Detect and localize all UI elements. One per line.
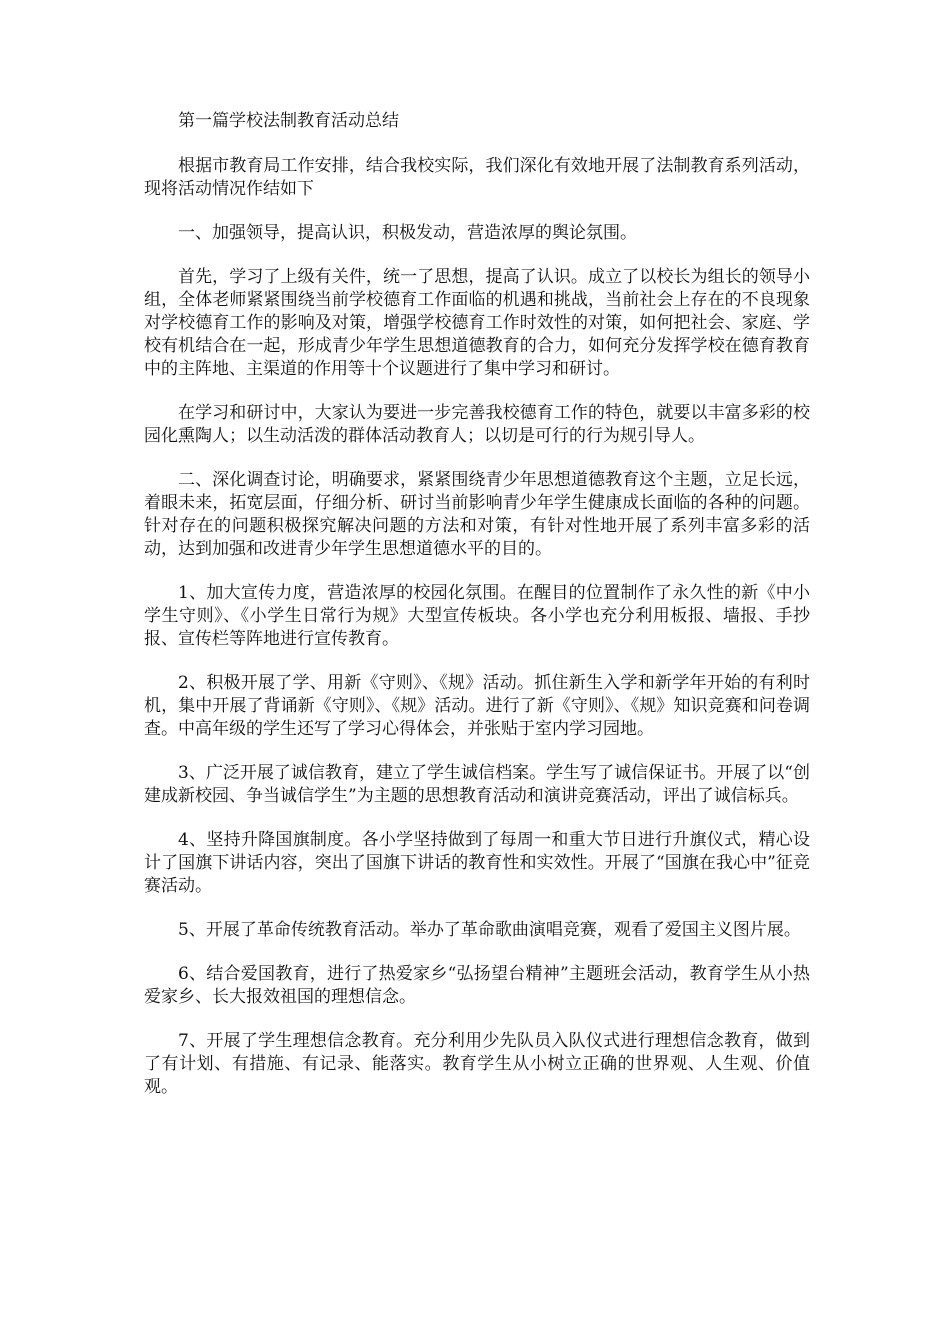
paragraph-section-1-heading: 一、加强领导，提高认识，积极发动，营造浓厚的舆论氛围。 bbox=[178, 223, 637, 243]
paragraph-item-2: 2、积极开展了学、用新《守则》、《规》活动。抓住新生入学和新学年开始的有利时机，集中开展了背诵新《守则》、《规》活动。进行了新《守则》、《规》知识竞赛和问卷调查。中高年级的学生还写了学习心得体会，并张贴于室内学习园地。 bbox=[144, 673, 810, 739]
paragraph-item-6: 6、结合爱国教育，进行了热爱家乡“弘扬望台精神”主题班会活动，教育学生从小热爱家乡、长大报效祖国的理想信念。 bbox=[144, 964, 810, 1007]
paragraph-item-1: 1、加大宣传力度，营造浓厚的校园化氛围。在醒目的位置制作了永久性的新《中小学生守则》、《小学生日常行为规》大型宣传板块。各小学也充分利用板报、墙报、手抄报、宣传栏等阵地进行宣传教育。 bbox=[144, 583, 810, 649]
paragraph-item-3: 3、广泛开展了诚信教育，建立了学生诚信档案。学生写了诚信保证书。开展了以“创建成新校园、争当诚信学生”为主题的思想教育活动和演讲竞赛活动，评出了诚信标兵。 bbox=[144, 763, 810, 806]
paragraph-item-4: 4、坚持升降国旗制度。各小学坚持做到了每周一和重大节日进行升旗仪式，精心设计了国旗下讲话内容，突出了国旗下讲话的教育性和实效性。开展了“国旗在我心中”征竞赛活动。 bbox=[144, 830, 810, 896]
paragraph-first-study: 首先，学习了上级有关件，统一了思想，提高了认识。成立了以校长为组长的领导小组，全体老师紧紧围绕当前学校德育工作面临的机遇和挑战，当前社会上存在的不良现象对学校德育工作的影响及对策，增强学校德育工作时效性的对策，如何把社会、家庭、学校有机结合在一起，形成青少年学生思想道德教育的合力，如何充分发挥学校在德育教育中的主阵地、主渠道的作用等十个议题进行了集中学习和研讨。 bbox=[144, 267, 810, 379]
document-body bbox=[144, 110, 810, 1120]
paragraph-intro: 根据市教育局工作安排，结合我校实际，我们深化有效地开展了法制教育系列活动，现将活动情况作结如下 bbox=[144, 156, 810, 199]
document-title: 第一篇学校法制教育活动总结 bbox=[178, 111, 399, 131]
paragraph-item-7: 7、开展了学生理想信念教育。充分利用少先队员入队仪式进行理想信念教育，做到了有计划、有措施、有记录、能落实。教育学生从小树立正确的世界观、人生观、价值观。 bbox=[144, 1031, 810, 1097]
paragraph-study-discussion: 在学习和研讨中，大家认为要进一步完善我校德育工作的特色，就要以丰富多彩的校园化熏陶人；以生动活泼的群体活动教育人；以切是可行的行为规引导人。 bbox=[144, 403, 810, 446]
paragraph-section-2-heading: 二、深化调查讨论，明确要求，紧紧围绕青少年思想道德教育这个主题，立足长远，着眼未来，拓宽层面，仔细分析、研讨当前影响青少年学生健康成长面临的各种的问题。针对存在的问题积极探究解决问题的方法和对策，有针对性地开展了系列丰富多彩的活动，达到加强和改进青少年学生思想道德水平的目的。 bbox=[144, 470, 810, 559]
paragraph-item-5: 5、开展了革命传统教育活动。举办了革命歌曲演唱竞赛，观看了爱国主义图片展。 bbox=[178, 920, 801, 940]
